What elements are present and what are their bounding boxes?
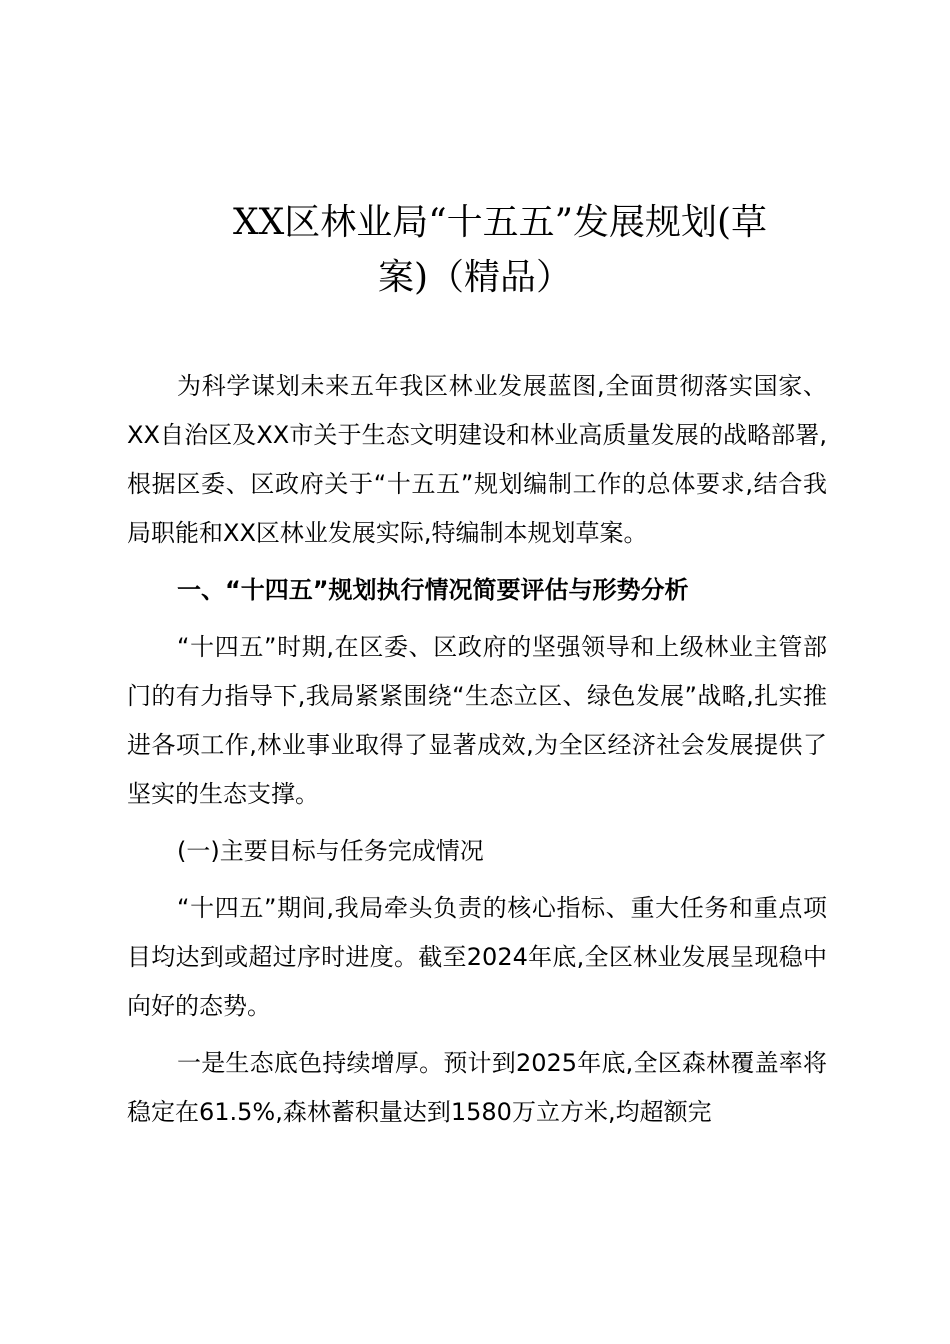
title-line-1: XX区林业局“十五五”发展规划(草 [232,202,768,243]
subsection-heading-1: (一)主要目标与任务完成情况 [177,837,484,865]
section-heading-1: 一、“十四五”规划执行情况简要评估与形势分析 [177,576,689,604]
subsection-1-paragraph: “十四五”期间,我局牵头负责的核心指标、重大任务和重点项目均达到或超过序时进度。截至2024年底,全区林业发展呈现稳中向好的态势。 [127,894,827,1020]
document-body [127,362,827,1145]
document-title [180,195,820,305]
section-1-paragraph: “十四五”时期,在区委、区政府的坚强领导和上级林业主管部门的有力指导下,我局紧紧围绕“生态立区、绿色发展”战略,扎实推进各项工作,林业事业取得了显著成效,为全区经济社会发展提供了坚实的生态支撑。 [127,633,827,808]
point-1-paragraph: 一是生态底色持续增厚。预计到2025年底,全区森林覆盖率将稳定在61.5%,森林蓄积量达到1580万立方米,均超额完 [127,1049,827,1126]
title-line-2: 案)（精品） [377,257,573,298]
intro-paragraph: 为科学谋划未来五年我区林业发展蓝图,全面贯彻落实国家、XX自治区及XX市关于生态文明建设和林业高质量发展的战略部署,根据区委、区政府关于“十五五”规划编制工作的总体要求,结合我局职能和XX区林业发展实际,特编制本规划草案。 [127,372,827,547]
